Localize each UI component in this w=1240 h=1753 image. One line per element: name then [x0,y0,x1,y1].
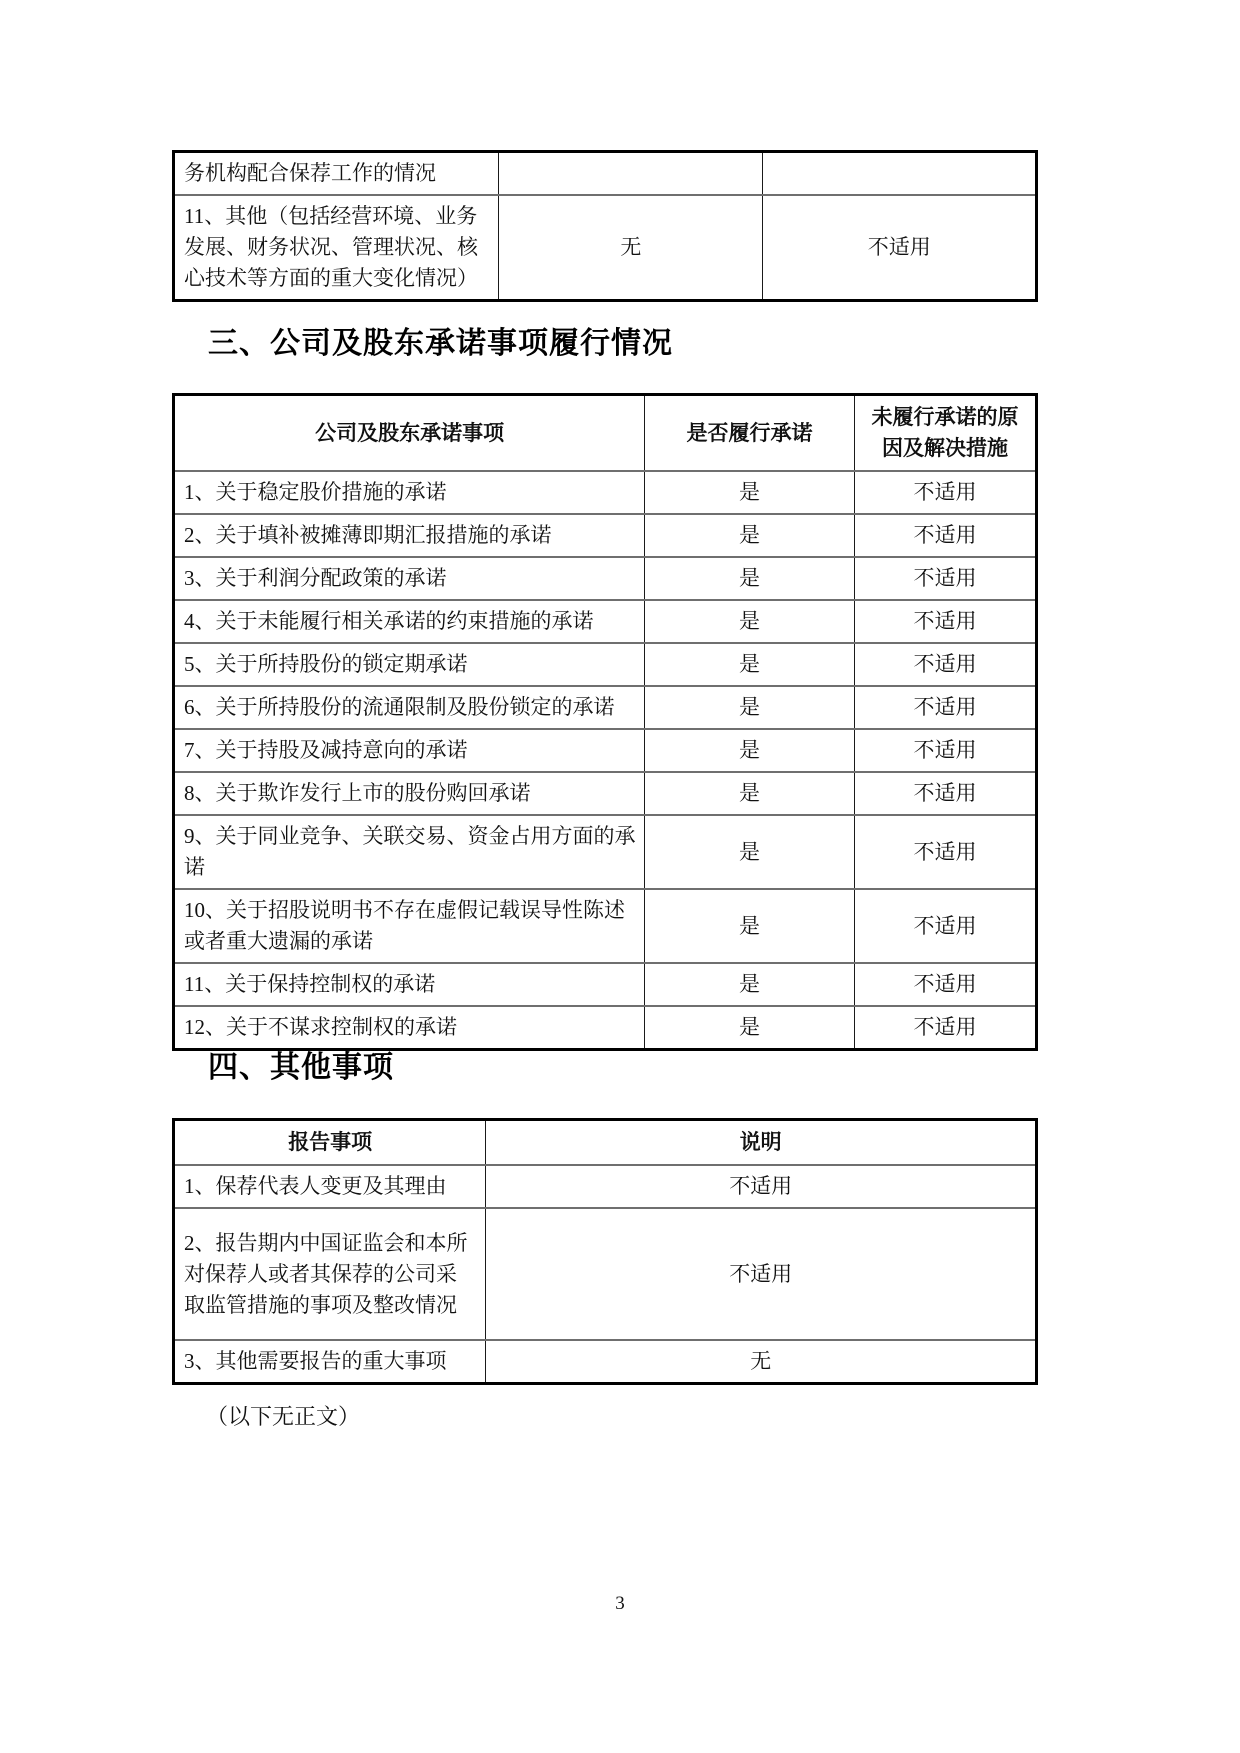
fulfilled-cell: 是 [645,815,855,889]
table-row [174,514,1037,557]
fulfilled-cell: 是 [645,600,855,643]
fulfilled-cell: 是 [645,1006,855,1050]
commitment-cell: 7、关于持股及减持意向的承诺 [174,729,645,772]
reason-cell: 不适用 [854,1006,1036,1050]
table-row [174,557,1037,600]
commitments-table [172,393,1038,1051]
reason-cell: 不适用 [854,772,1036,815]
reason-cell: 不适用 [854,963,1036,1006]
item-cell: 11、其他（包括经营环境、业务发展、财务状况、管理状况、核心技术等方面的重大变化情况） [174,195,499,301]
table-row [174,889,1037,963]
table-row [174,471,1037,514]
reason-cell: 不适用 [854,686,1036,729]
commitment-cell: 8、关于欺诈发行上市的股份购回承诺 [174,772,645,815]
column-header: 是否履行承诺 [645,395,855,472]
reason-cell: 不适用 [854,643,1036,686]
fulfilled-cell: 是 [645,514,855,557]
commitment-cell: 9、关于同业竞争、关联交易、资金占用方面的承诺 [174,815,645,889]
section3-heading: 三、公司及股东承诺事项履行情况 [208,327,673,360]
page-number: 3 [615,1593,625,1614]
report-item-cell: 3、其他需要报告的重大事项 [174,1340,486,1384]
commitment-cell: 5、关于所持股份的锁定期承诺 [174,643,645,686]
commitment-cell: 6、关于所持股份的流通限制及股份锁定的承诺 [174,686,645,729]
table-row [174,729,1037,772]
table-row [174,600,1037,643]
column-header: 说明 [486,1120,1037,1166]
continued-items-table [172,150,1038,302]
section4-heading: 四、其他事项 [208,1051,394,1084]
value-cell: 无 [499,195,763,301]
table-row [174,686,1037,729]
table-row [174,195,1037,301]
column-header: 未履行承诺的原因及解决措施 [854,395,1036,472]
report-item-cell: 1、保荐代表人变更及其理由 [174,1165,486,1208]
reason-cell: 不适用 [854,729,1036,772]
report-item-cell: 2、报告期内中国证监会和本所对保荐人或者其保荐的公司采取监管措施的事项及整改情况 [174,1208,486,1340]
fulfilled-cell: 是 [645,963,855,1006]
table-row [174,815,1037,889]
fulfilled-cell: 是 [645,471,855,514]
value-cell [499,152,763,196]
fulfilled-cell: 是 [645,557,855,600]
reason-cell: 不适用 [854,600,1036,643]
fulfilled-cell: 是 [645,772,855,815]
table-row [174,1165,1037,1208]
explanation-cell: 无 [486,1340,1037,1384]
commitment-cell: 11、关于保持控制权的承诺 [174,963,645,1006]
other-matters-table [172,1118,1038,1385]
commitment-cell: 12、关于不谋求控制权的承诺 [174,1006,645,1050]
reason-cell: 不适用 [854,889,1036,963]
fulfilled-cell: 是 [645,686,855,729]
explanation-cell: 不适用 [486,1208,1037,1340]
reason-cell: 不适用 [854,815,1036,889]
table-row [174,1340,1037,1384]
table-row [174,963,1037,1006]
commitment-cell: 2、关于填补被摊薄即期汇报措施的承诺 [174,514,645,557]
item-cell: 务机构配合保荐工作的情况 [174,152,499,196]
table-header-row [174,1120,1037,1166]
commitment-cell: 1、关于稳定股价措施的承诺 [174,471,645,514]
table-row [174,772,1037,815]
value-cell [763,152,1037,196]
commitment-cell: 10、关于招股说明书不存在虚假记载误导性陈述或者重大遗漏的承诺 [174,889,645,963]
table-row [174,152,1037,196]
table-header-row [174,395,1037,472]
reason-cell: 不适用 [854,471,1036,514]
commitment-cell: 3、关于利润分配政策的承诺 [174,557,645,600]
commitment-cell: 4、关于未能履行相关承诺的约束措施的承诺 [174,600,645,643]
fulfilled-cell: 是 [645,643,855,686]
explanation-cell: 不适用 [486,1165,1037,1208]
column-header: 公司及股东承诺事项 [174,395,645,472]
reason-cell: 不适用 [854,557,1036,600]
end-of-text-note: （以下无正文） [206,1404,361,1429]
fulfilled-cell: 是 [645,729,855,772]
table-row [174,643,1037,686]
column-header: 报告事项 [174,1120,486,1166]
fulfilled-cell: 是 [645,889,855,963]
reason-cell: 不适用 [854,514,1036,557]
table-row [174,1208,1037,1340]
value-cell: 不适用 [763,195,1037,301]
